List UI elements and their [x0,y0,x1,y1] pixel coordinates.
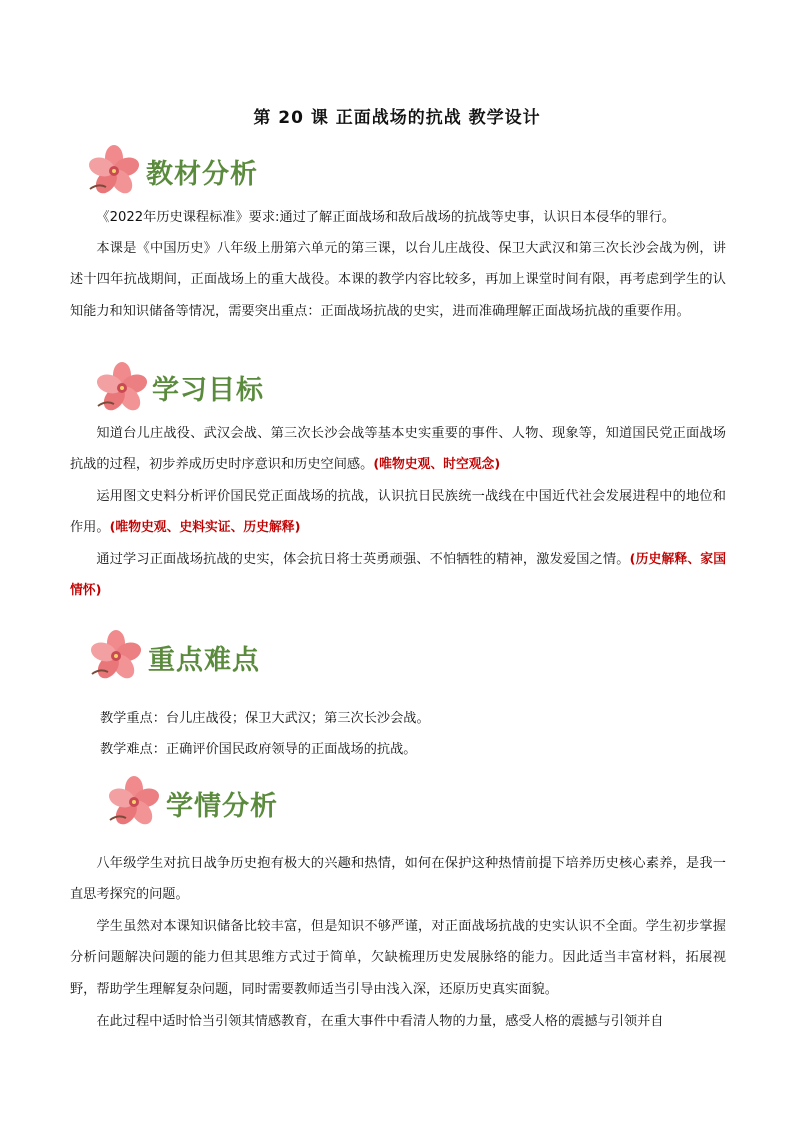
section-heading-keypoints [86,628,346,682]
section-title: 学习目标 [152,375,264,406]
goal-item-1: 知道台儿庄战役、武汉会战、第三次长沙会战等基本史实重要的事件、人物、现象等，知道国民党正面战场抗战的过程，初步养成历史时序意识和历史空间感。(唯物史观、时空观念) [70,426,726,473]
students-paragraph-2: 学生虽然对本课知识储备比较丰富，但是知识不够严谨，对正面战场抗战的史实认识不全面。学生初步掌握分析问题解决问题的能力但其思维方式过于简单，欠缺梳理历史发展脉络的能力。因此适当丰富材料，拓展视野，帮助学生理解复杂问题，同时需要教师适当引导由浅入深，还原历史真实面貌。 [70,919,726,997]
goal-item-3: 通过学习正面战场抗战的史实，体会抗日将士英勇顽强、不怕牺牲的精神，激发爱国之情。(历史解释、家国情怀) [70,552,726,599]
analysis-paragraph-1: 《2022年历史课程标准》要求:通过了解正面战场和敌后战场的抗战等史事，认识日本侵华的罪行。 [96,210,676,225]
students-paragraph-3: 在此过程中适时恰当引领其情感教育，在重大事件中看清人物的力量，感受人格的震撼与引领并自 [96,1014,664,1029]
page-title: 第 20 课 正面战场的抗战 教学设计 [253,108,541,128]
students-paragraph-1: 八年级学生对抗日战争历史抱有极大的兴趣和热情，如何在保护这种热情前提下培养历史核心素养，是我一直思考探究的问题。 [70,856,726,903]
goal-item-2: 运用图文史料分析评价国民党正面战场的抗战，认识抗日民族统一战线在中国近代社会发展进程中的地位和作用。(唯物史观、史料实证、历史解释) [70,489,726,536]
flower-icon [86,628,144,682]
section-heading-analysis [84,143,344,197]
key-point: 教学重点：台儿庄战役；保卫大武汉；第三次长沙会战。 [100,711,430,726]
flower-icon [92,360,150,414]
section-title: 教材分析 [146,159,258,190]
analysis-paragraph-2: 本课是《中国历史》八年级上册第六单元的第三课，以台儿庄战役、保卫大武汉和第三次长沙会战为例，讲述十四年抗战期间，正面战场上的重大战役。本课的教学内容比较多，再加上课堂时间有限，再考虑到学生的认知能力和知识储备等情况，需要突出重点：正面战场抗战的史实，进而准确理解正面战场抗战的重要作用。 [70,241,726,319]
difficult-point: 教学难点：正确评价国民政府领导的正面战场的抗战。 [100,742,417,757]
section-title: 学情分析 [166,791,278,822]
section-heading-students [104,774,364,828]
section-title: 重点难点 [148,645,260,676]
flower-icon [84,143,142,197]
flower-icon [104,774,162,828]
section-heading-goals [92,360,352,414]
